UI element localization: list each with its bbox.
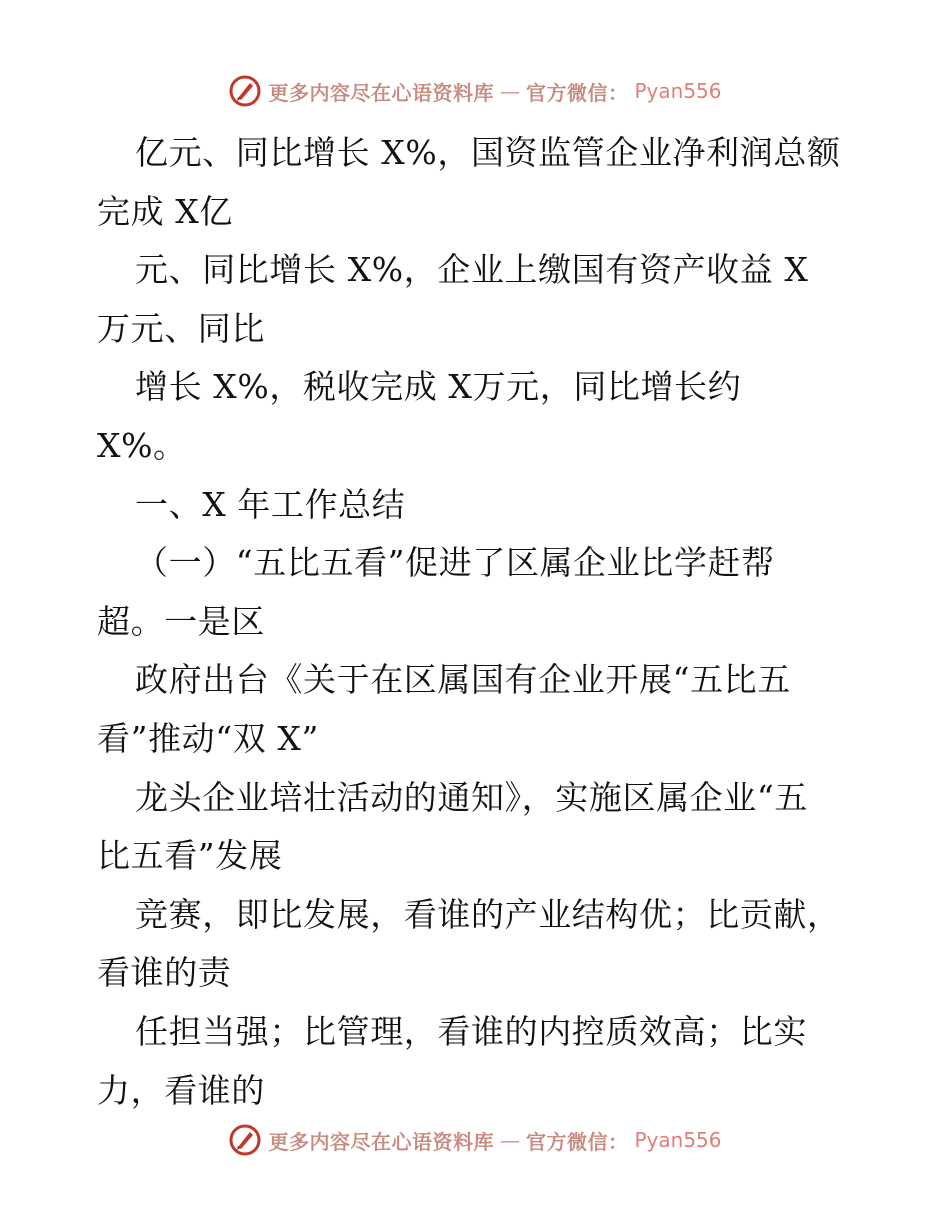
document-body [97,124,867,1120]
banner-wechat-id: Pyan556 [634,1128,722,1152]
text-line: （一）“五比五看”促进了区属企业比学赶帮 [135,543,775,583]
banner-wechat-label: 官方微信： [525,1129,629,1154]
banner-wechat-label: 官方微信： [525,80,629,105]
text-line: 亿元、同比增长 X%，国资监管企业净利润总额 [135,133,841,172]
text-line: 力，看谁的 [97,1070,265,1110]
text-line: 看”推动“双 X” [97,718,319,758]
text-line: 增长 X%，税收完成 X万元，同比增长约 [135,367,742,407]
pen-logo-icon [228,1123,262,1157]
banner-dash: — [499,1128,520,1152]
text-line: 政府出台《关于在区属国有企业开展“五比五 [135,660,791,700]
banner-text: 更多内容尽在心语资料库 [268,80,494,105]
banner-wechat-id: Pyan556 [634,79,722,103]
text-line: 龙头企业培壮活动的通知》，实施区属企业“五 [135,777,808,817]
page-footer [0,1123,950,1157]
watermark-banner [228,74,721,108]
banner-dash: — [499,79,520,103]
text-line: 超。一是区 [97,601,265,641]
page-header [0,74,950,108]
text-line: 完成 X亿 [97,191,233,231]
text-line: 万元、同比 [97,308,265,348]
text-line: 任担当强；比管理，看谁的内控质效高；比实 [135,1011,807,1051]
text-line: 看谁的责 [97,953,232,993]
text-line: 竞赛，即比发展，看谁的产业结构优；比贡献， [135,894,841,934]
text-line: 比五看”发展 [97,836,283,876]
text-line: 元、同比增长 X%，企业上缴国有资产收益 X [135,250,809,290]
text-line: X%。 [97,425,187,465]
watermark-banner [228,1123,721,1157]
banner-text: 更多内容尽在心语资料库 [268,1129,494,1154]
text-line: 一、X 年工作总结 [135,484,406,524]
pen-logo-icon [228,74,262,108]
